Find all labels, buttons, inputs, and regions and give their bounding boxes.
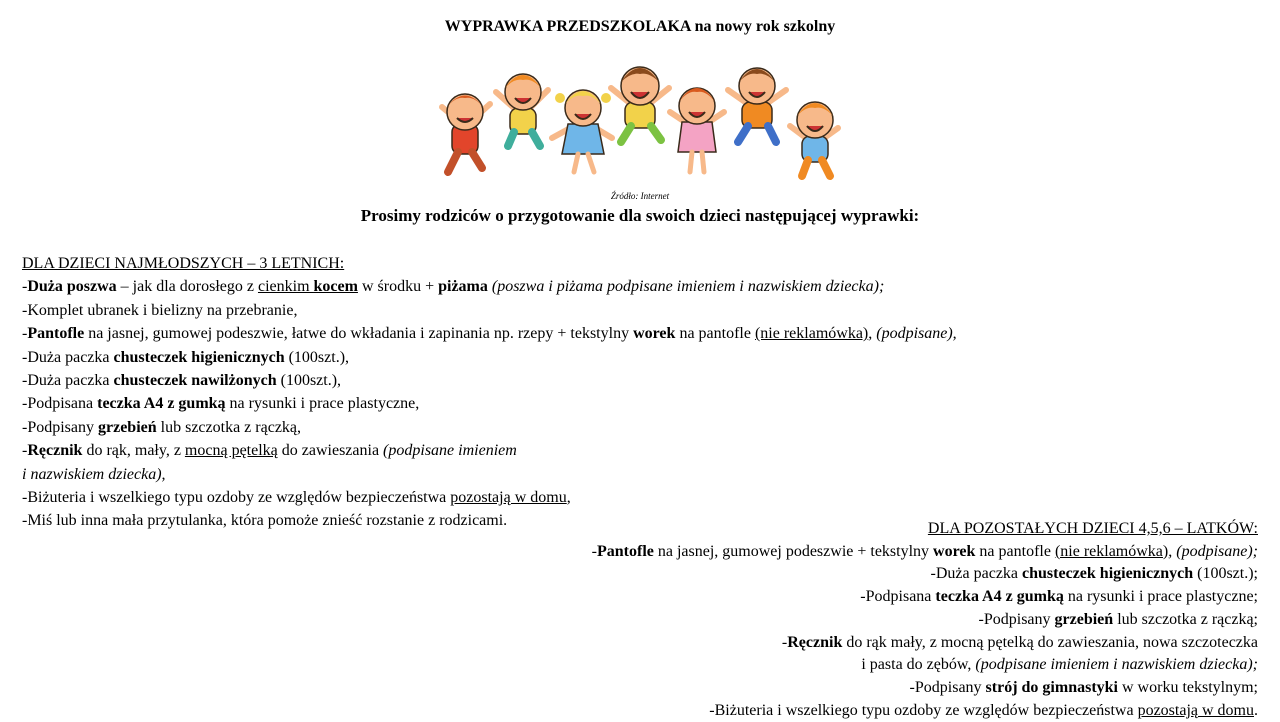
list-item: -Podpisany grzebień lub szczotka z rączką, <box>22 418 302 436</box>
list-item: -Duża paczka chusteczek higienicznych (100szt.); <box>930 565 1258 583</box>
kid-figure <box>728 68 786 142</box>
list-item: -Podpisana teczka A4 z gumką na rysunki i prace plastyczne; <box>860 588 1258 606</box>
kid-figure <box>790 102 838 176</box>
list-item: -Duża paczka chusteczek higienicznych (100szt.), <box>22 348 350 366</box>
kid-figure <box>552 90 612 172</box>
youngest-section <box>22 252 1122 533</box>
list-item-continuation: i pasta do zębów, (podpisane imieniem i nazwiskiem dziecka); <box>861 656 1258 674</box>
older-section <box>358 518 1258 722</box>
list-item: -Podpisany strój do gimnastyki w worku tekstylnym; <box>909 678 1258 696</box>
list-item: -Podpisany grzebień lub szczotka z rączką; <box>978 610 1258 628</box>
list-item: -Ręcznik do rąk, mały, z mocną pętelką do zawieszania (podpisane imieniem <box>22 442 517 460</box>
kid-figure <box>442 94 490 172</box>
list-item: -Biżuteria i wszelkiego typu ozdoby ze względów bezpieczeństwa pozostają w domu, <box>22 489 571 507</box>
list-item: -Biżuteria i wszelkiego typu ozdoby ze względów bezpieczeństwa pozostają w domu. <box>709 701 1258 719</box>
list-item: -Duża paczka chusteczek nawilżonych (100szt.), <box>22 372 342 390</box>
kid-figure <box>496 74 548 146</box>
list-item: -Komplet ubranek i bielizny na przebranie, <box>22 301 298 319</box>
list-item: -Podpisana teczka A4 z gumką na rysunki i prace plastyczne, <box>22 395 420 413</box>
youngest-heading: DLA DZIECI NAJMŁODSZYCH – 3 LETNICH: <box>22 255 345 272</box>
request-heading: Prosimy rodziców o przygotowanie dla swoich dzieci następującej wyprawki: <box>360 206 920 225</box>
image-source-caption: Źródło: Internet <box>610 191 670 201</box>
list-item: -Duża poszwa – jak dla dorosłego z cienkim kocem w środku + piżama (poszwa i piżama podpisane imieniem i nazwiskiem dziecka); <box>22 278 885 296</box>
jumping-kids-illustration <box>430 62 850 192</box>
kid-figure <box>611 67 669 142</box>
list-item-continuation: i nazwiskiem dziecka), <box>22 465 166 483</box>
older-heading: DLA POZOSTAŁYCH DZIECI 4,5,6 – LATKÓW: <box>927 520 1258 537</box>
list-item: -Miś lub inna mała przytulanka, która pomoże znieść rozstanie z rodzicami. <box>22 512 508 530</box>
page-title: WYPRAWKA PRZEDSZKOLAKA na nowy rok szkolny <box>444 18 836 35</box>
list-item: -Pantofle na jasnej, gumowej podeszwie + tekstylny worek na pantofle (nie reklamówka), (podpisane); <box>591 542 1258 560</box>
kid-figure <box>670 88 724 172</box>
list-item: -Pantofle na jasnej, gumowej podeszwie, łatwe do wkładania i zapinania np. rzepy + tekstylny worek na pantofle (nie reklamówka), (podpisane), <box>22 325 957 343</box>
list-item: -Ręcznik do rąk mały, z mocną pętelką do zawieszania, nowa szczoteczka <box>781 633 1258 651</box>
